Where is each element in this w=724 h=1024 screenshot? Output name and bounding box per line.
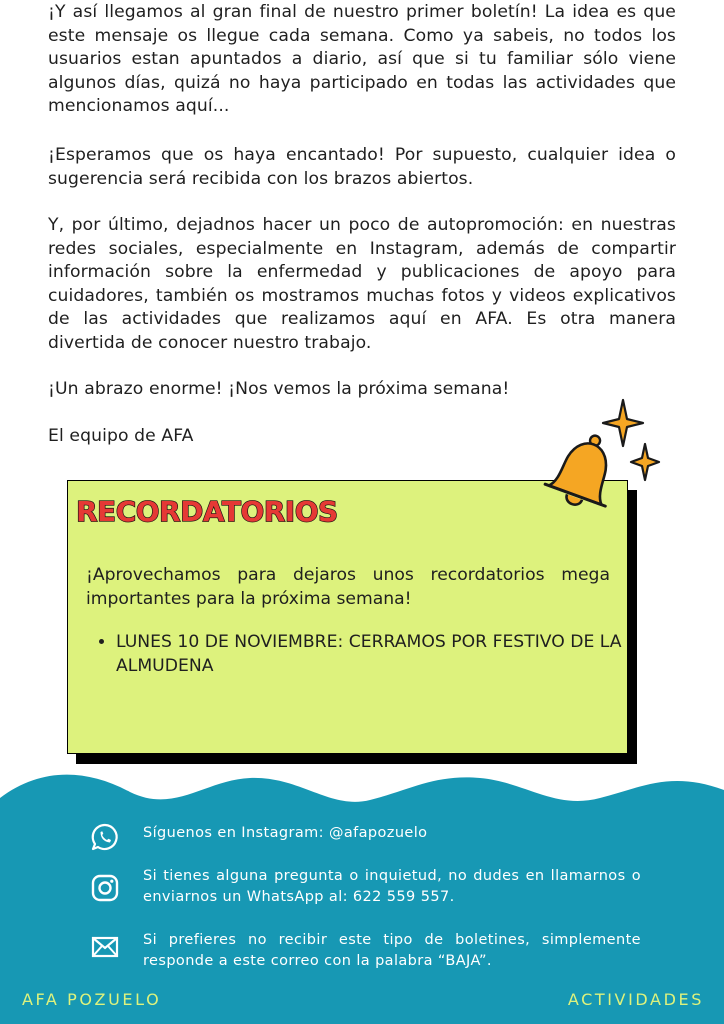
feedback-paragraph: ¡Esperamos que os haya encantado! Por supuesto, cualquier idea o sugerencia será recibida con los brazos abiertos. [48,145,676,189]
instagram-handle-text: Síguenos en Instagram: @afapozuelo [143,825,428,841]
footer-brand-name: AFA POZUELO [22,990,162,1009]
closing-line: ¡Un abrazo enorme! ¡Nos vemos la próxima semana! [48,379,510,399]
reminder-intro: ¡Aprovechamos para dejaros unos recordatorios mega importantes para la próxima semana! [86,565,610,609]
signature: El equipo de AFA [48,426,194,446]
intro-paragraph: ¡Y así llegamos al gran final de nuestro primer boletín! La idea es que este mensaje os llegue cada semana. Como ya sabeis, no todos los usuarios estan apuntados a diario, así que si tu familiar sólo viene algunos días, quizá no haya participado en todas las actividades que mencionamos aquí... [48,2,676,116]
whatsapp-icon [90,822,120,852]
reminder-item: • LUNES 10 DE NOVIEMBRE: CERRAMOS POR FESTIVO DE LA ALMUDENA [116,631,640,678]
social-media-paragraph: Y, por último, dejadnos hacer un poco de autopromoción: en nuestras redes sociales, especialmente en Instagram, además de compartir información sobre la enfermedad y publicaciones de apoyo para cuidadores, también os mostramos muchas fotos y videos explicativos de las actividades que realizamos aquí en AFA. Es otra manera divertida de conocer nuestro trabajo. [48,215,676,353]
reminder-list [86,631,640,678]
instagram-icon [90,873,120,903]
footer-section-name: ACTIVIDADES [567,990,704,1009]
reminder-title: RECORDATORIOS [76,495,338,528]
bell-icon [530,392,670,532]
contact-text: Si tienes alguna pregunta o inquietud, no dudes en llamarnos o enviarnos un WhatsApp al: 622 559 557. [143,868,641,905]
unsubscribe-text: Si prefieres no recibir este tipo de boletines, simplemente responde a este correo con la palabra “BAJA”. [143,932,641,969]
mail-icon [90,932,120,962]
